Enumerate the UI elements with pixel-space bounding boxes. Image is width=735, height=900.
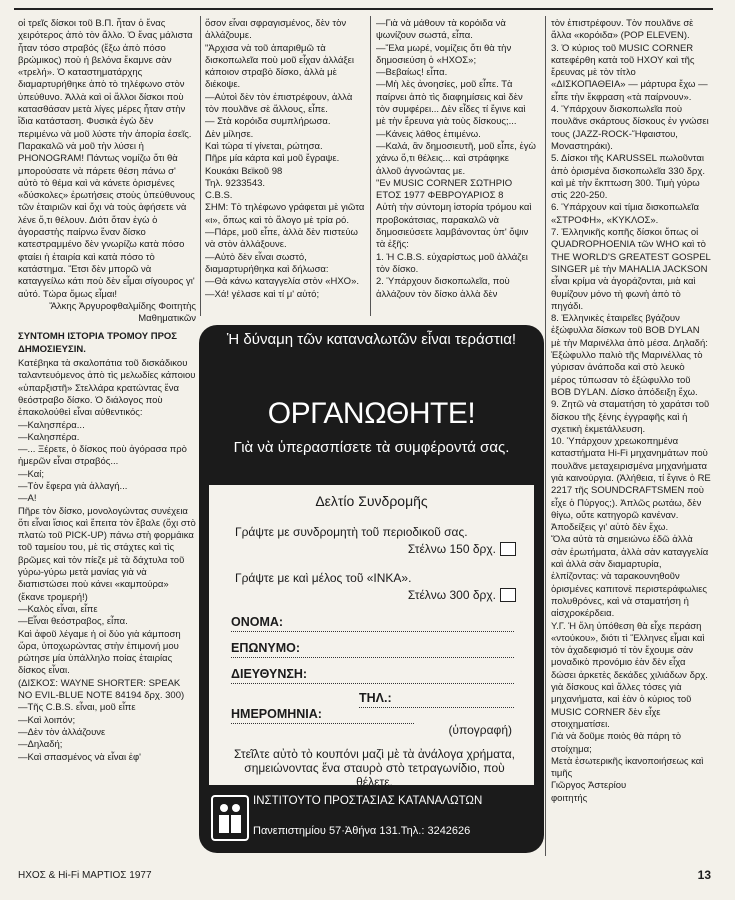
- option-subscriber-label: Γράψτε με συνδρομητὴ τοῦ περιοδικοῦ σας.: [235, 525, 468, 539]
- footer-magazine: ΗΧΟΣ & Hi-Fi ΜΑΡΤΙΟΣ 1977: [18, 870, 152, 881]
- option-subscriber-price: Στέλνω 150 δρχ.: [407, 542, 496, 556]
- date-field-label: ΗΜΕΡΟΜΗΝΙΑ:: [231, 707, 322, 721]
- ad-headline: Ἡ δύναμη τῶν καταναλωτῶν εἶναι τεράστια!: [226, 331, 517, 348]
- address-field-label: ΔΙΕΥΘΥΝΣΗ:: [231, 667, 308, 681]
- column-3: [376, 18, 536, 318]
- subscription-coupon: [209, 485, 534, 789]
- page-number: 13: [697, 868, 711, 882]
- name-field[interactable]: [231, 615, 514, 632]
- institute-name: ΙΝΣΤΙΤΟΥΤΟ ΠΡΟΣΤΑΣΙΑΣ ΚΑΤΑΝΑΛΩΤΩΝ: [253, 795, 483, 807]
- column-divider: [545, 16, 546, 856]
- story-heading: ΣΥΝΤΟΜΗ ΙΣΤΟΡΙΑ ΤΡΟΜΟΥ ΠΡΟΣ ΔΗΜΟΣΙΕΥΣΙΝ.: [18, 331, 177, 355]
- column-1: [18, 18, 196, 858]
- option-member-label: Γράψτε με καὶ μέλος τοῦ «ΙΝΚΑ».: [235, 571, 412, 585]
- column-divider: [370, 16, 371, 316]
- date-field[interactable]: [231, 707, 414, 724]
- ad-subheadline: Γιὰ νὰ ὑπερασπίσετε τὰ συμφέροντά σας.: [233, 439, 510, 456]
- column-4: [551, 18, 711, 858]
- address-field[interactable]: [231, 667, 514, 684]
- letter-paragraph: οἱ τρεῖς δίσκοι τοῦ Β.Π. ἦταν ὁ ἕνας χειρότερος ἀπὸ τὸν ἄλλο. Ὁ ἕνας μάλιστα ἦταν τόσο στραβός (ἔξω ἀπὸ πόσο βρώμικος) ποὺ ἡ βελόνα ἔκαμνε σὰν «τρελή». Ὁ καταστηματάρχης διαμαρτυρήθηκε ἀπὸ τὸ τηλέφωνο στὸν ὑπεύθυνο. Ἀλλὰ καὶ οἱ ἄλλοι δίσκοι ποὺ κατασθάσαν μετὰ λίγες μέρες ἦταν στὴν ἴδια κατάσταση. Φυσικὰ ἐγὼ δὲν περιμένω νὰ μοῦ λύστε τὴν ἀπορία ἐσεῖς. Παρακαλῶ νὰ μοῦ τὴν λύσει ἡ PHONOGRAM! Πάντως νομίζω ὅτι θὰ μπορούσατε νὰ πάρετε θέση πάνω σ' αὐτὸ τὸ θέμα καὶ νὰ κάνετε ὁρισμένες «δύσκολες» ἐρωτήσεις στοὺς ὑπεύθυνους τῶν ἑταιριῶν καὶ ὄχι νὰ τοὺς ἀφήσετε νὰ λένε ὅ,τι θέλουν. Διότι ὅταν ἐγὼ ὁ ἀγοραστὴς παίρνω ἕναν δίσκο κατεστραμμένο δὲν γνωρίζω κατὰ πόσο φταίει ἡ ἑταιρία καὶ κατὰ πόσο τὸ κατάστημα. Ἔτσι δὲν μπορῶ νὰ καταγγείλω κάτι ποὺ δὲν εἶμαι σίγουρος γι' αὐτό. Τώρα ὅμως εἶμαι!: [18, 18, 195, 300]
- institute-address: Πανεπιστημίου 57·Ἀθήνα 131.Τηλ.: 3242626: [253, 825, 471, 837]
- option-member-price: Στέλνω 300 δρχ.: [407, 588, 496, 602]
- option-subscriber-checkbox[interactable]: [500, 542, 516, 556]
- ad-slogan: ΟΡΓΑΝΩΘΗΤΕ!: [267, 397, 476, 430]
- phone-field[interactable]: [359, 691, 514, 708]
- column-2: [205, 18, 365, 318]
- coupon-title: Δελτίο Συνδρομῆς: [315, 493, 428, 509]
- surname-field[interactable]: [231, 641, 514, 658]
- coupon-instructions: Στεῖλτε αὐτὸ τὸ κουπόνι μαζὶ μὲ τὰ ἀνάλογα χρήματα, σημειώνοντας ἕνα σταυρὸ στὸ τετραγωνίδιο, ποὺ θέλετε.: [234, 747, 515, 789]
- top-rule: [14, 8, 713, 10]
- signature-label: (ὑπογραφή): [448, 723, 512, 737]
- consumer-institute-ad: [199, 325, 544, 853]
- phone-field-label: ΤΗΛ.:: [359, 691, 392, 705]
- story-continued: τὸν ἐπιστρέφουν. Τὸν πουλᾶνε σὲ ἄλλα «κορόιδα» (POP ELEVEN). 3. Ὁ κύριος τοῦ MUSIC CORNER κατεφέρθη κατὰ τοῦ ΗΧΟΥ καὶ τῆς ἔρευνας μὲ τὸν τίτλο «ΔΙΣΚΟΠΑΘΕΙΑ» — μάρτυρα ἔχω — εἶπε τὴν ἔκφραση «τὰ παίρνουν». 4. Ὑπάρχουν δισκοπωλεῖα ποὺ πουλᾶνε σκάρτους δίσκους ἐν γνώσει τους (JAZZ-ROCK-Ἥφαιστου, Μοναστηράκι). 5. Δίσκοι τῆς KARUSSEL πωλοῦνται ἀπὸ ὁρισμένα δισκοπωλεῖα 330 δρχ. καὶ μὲ τὴν ἔκπτωση 300. Τιμὴ γύρω στὶς 220-250. 6. Ὑπάρχουν καὶ τίμια δισκοπωλεῖα «ΣΤΡΟΦΗ», «ΚΥΚΛΟΣ». 7. Ἑλληνικῆς κοπῆς δίσκοι ὅπως οἱ QUADROPHOENIA τῶν WHO καὶ τὸ THE WORLD'S GREATEST GOSPEL SINGER μὲ τὴν MAHALIA JACKSON εἶναι κρίμα νὰ ἀγοράζονται, μιὰ καὶ θυμίζουν μόνο τὴ φωνὴ ἀπὸ τὸ πηγάδι. 8. Ἑλληνικὲς ἑταιρεῖες βγάζουν ἐξώφυλλα δίσκων τοῦ BOB DYLAN μὲ τὴν Μαρινέλλα ἀπὸ μέσα. Δηλαδή: Ἐξώφυλλο παλιὸ τῆς Μαρινέλλας τὸ γύρισαν ἀνάποδα καὶ στὸ λευκὸ μέρος τύπωσαν τὸ ἐξώφυλλο τοῦ BOB DYLAN. Δίσκο ἀπόδειξη ἔχω. 9. Ζητῶ νὰ σταματήση τὸ χαράτσι τοῦ δίσκου τῆς ξένης ἐγγραφῆς καὶ ἡ σχετικὴ ἐκμετάλλευση. 10. Ὑπάρχουν χρεωκοπημένα καταστήματα Hi-Fi μηχανημάτων ποὺ πουλᾶνε μεταχειρισμένα μηχανήματα γιὰ καινούργια. (Ἀλήθεια, τί ἔγινε ὁ RE 2217 τῆς SOUNDCRAFTSMEN ποὺ εἶχε ὁ Πύργος;). Ἁπλῶς ρωτάω, δὲν θίγω, οὔτε κατηγορῶ κανέναν. Ἀποδείξεις γι' αὐτὸ δὲν ἔχω. Ὅλα αὐτὰ τὰ σημειώνω ἐδῶ ἀλλὰ σὰν ἐρωτήματα, ἀλλὰ σὰν καταγγελία καὶ ἀλλὰ σὰν διαμαρτυρία, ἐλπίζοντας: νὰ ταρακουνηθοῦν ὁρισμένες καπιτονὲ περιστεράφωλιες πολυθρόνες, καὶ νὰ σταματήση ἡ αἰσχροκέρδεια. Υ.Γ. Ἡ ὅλη ὑπόθεση θὰ εἶχε περάση «ντούκου», διότι τὶ Ἕλληνες εἶμαι καὶ τὸν ἀχαδεφισμό τί τὸν ἔχουμε σὰν μοναδικὸ προνόμιο ἐὰν δὲν εἶχα δώσει ἀρκετὲς δεκάδες χιλιάδων δρχ. γιὰ δίσκους καὶ ἄλλες τόσες γιὰ μηχανήματα, καὶ ἐὰν ὁ κύριος τοῦ MUSIC CORNER δὲν εἶχε στοιχηματίσει. Γιὰ νὰ δοῦμε ποιὸς θὰ πάρη τὸ στοίχημα; Μετὰ ἐσωτερικῆς ἱκανοποιήσεως καὶ τιμῆς Γιῶργος Ἀστερίου φοιτητής: [551, 18, 711, 804]
- letter-signature: Ἄλκης Ἀργυροφθαλμίδης Φοιτητὴς Μαθηματικῶν: [49, 300, 196, 325]
- column-divider: [200, 16, 201, 316]
- story-paragraph: Κατέβηκα τὰ σκαλοπάτια τοῦ δισκάδικου ταλαντευόμενος ἀπὸ τὶς μελωδίες κάποιου «ὑπαρξιστῆ» Στελλάρα κρατώντας ἕνα θεόστραβο δίσκο. Ὁ διάλογος ποὺ ἐπακολούθεὶ εἶναι αὐθεντικός: —Καλησπέρα... —Καλησπέρα. —... Ξέρετε, ὁ δίσκος ποὺ ἀγόρασα πρὸ ἡμερῶν εἶναι στραβός... —Καί; —Τὸν ἔφερα γιὰ ἀλλαγή... —Α! Πῆρε τὸν δίσκο, μονολογώντας συνέχεια ὅτι εἶναι ἴσιος καὶ ἔπειτα τὸν ἔβαλε (ὄχι στὸ πλατὼ τοῦ PICK-UP) πάνω στὴ φορμάικα τοῦ ταμείου του, μὲ τὶς στάχτες καὶ τὶς βρῶμες καὶ τὸν πίεζε μὲ τὰ δάχτυλα τοῦ γύρω-γύρω μετὰ μανίας γιὰ νὰ διαπιστώσει ποὺ κάνει «καμπούρα» (ἔκανε τρομερή!) —Καλὸς εἶναι, εἶπε —Εἶναι θεόστραβος, εἶπα. Καὶ ἀφοῦ λέγαμε ἡ οἱ δύο γιὰ κάμποση ὥρα, ὑποχωρώντας στὴν ἐπιμονή μου ρώτησε μία ὑπάλληλο ποίας ἑταιρίας δίσκος εἶναι. (ΔΙΣΚΟΣ: WAYNE SHORTER: SPEAK NO EVIL-BLUE NOTE 84194 δρχ. 300) —Τῆς C.B.S. εἶναι, μοῦ εἶπε —Καὶ λοιπόν; —Δὲν τὸν ἀλλάζουνε —Δηλαδή; —Καὶ σπασμένος νὰ εἶναι ἐφ': [18, 358, 196, 763]
- surname-field-label: ΕΠΩΝΥΜΟ:: [231, 641, 301, 655]
- story-continued: —Γιὰ νὰ μάθουν τὰ κορόιδα νὰ ψωνίζουν σωστά, εἶπα. —Ἔλα μωρέ, νομίζεις ὅτι θὰ τὴν δημοσιεύση ὁ «ΗΧΟΣ»; —Βεβαίως! εἶπα. —Μὴ λὲς ἀνοησίες, μοῦ εἶπε. Τὰ παίρνει ἀπὸ τὶς διαφημίσεις καὶ δὲν τὸν συμφέρει... Δὲν εἶδες τί ἔγινε καὶ μὲ τὴν ἔρευνα γιὰ τοὺς δίσκους;... —Κάνεις λάθος ἐπιμένω. —Καλά, ἂν δημοσιευτῆ, μοῦ εἶπε, ἐγὼ χάνω ὅ,τι θέλεις... καὶ στράφηκε ἀλλοῦ ἀγνοώντας με. "Εν MUSIC CORNER ΣΩΤΗΡΙΟ ΕΤΟΣ 1977 ΦΕΒΡΟΥΑΡΙΟΣ 8 Αὐτὴ τὴν σύντομη ἱστορία τρόμου καὶ προβοκάτσιας, παρακαλῶ νὰ δημοσιεύσετε λαμβάνοντας ὑπ' ὄψιν τὰ ἑξῆς: 1. Ἡ C.B.S. εὐχαρίστως μοῦ ἀλλάζει τὸν δίσκο. 2. Ὑπάρχουν δισκοπωλεῖα, ποὺ ἀλλάζουν τὸν δίσκο ἀλλὰ δὲν: [376, 18, 536, 300]
- name-field-label: ΟΝΟΜΑ:: [231, 615, 284, 629]
- option-member-checkbox[interactable]: [500, 588, 516, 602]
- story-continued: ὅσον εἶναι σφραγισμένος, δὲν τὸν ἀλλάζουμε. "Ἀρχισα νὰ τοῦ ἀπαριθμῶ τὰ δισκοπωλεῖα ποὺ μοῦ εἶχαν ἀλλάξει κάποιον στραβὸ δίσκο, ἀλλὰ μὲ διέκοψε. —Αὐτοὶ δὲν τὸν ἐπιστρέφουν, ἀλλὰ τὸν πουλᾶνε σὲ ἄλλους, εἶπε. — Στὰ κορόιδα συμπλήρωσα. Δὲν μίλησε. Καὶ τώρα τί γίνεται, ρώτησα. Πῆρε μία κάρτα καὶ μοῦ ἔγραψε. Κουκάκι Βεϊκοῦ 98 Τηλ. 9233543. C.B.S. ΣΗΜ: Τὸ τηλέφωνο γράφεται μὲ γιῶτα «ι», ὅπως καὶ τὸ ἄλογο μὲ τρία ρό. —Πάρε, μοῦ εἶπε, ἀλλὰ δὲν πιστεύω νὰ στὸν ἀλλάξουνε. —Αὐτὸ δὲν εἶναι σωστό, διαμαρτυρήθηκα καὶ δήλωσα: —Θὰ κάνω καταγγελία στὸν «ΗΧΟ». —Χά! γέλασε καὶ τί μ' αὐτό;: [205, 18, 365, 300]
- institute-logo-icon: [211, 795, 249, 841]
